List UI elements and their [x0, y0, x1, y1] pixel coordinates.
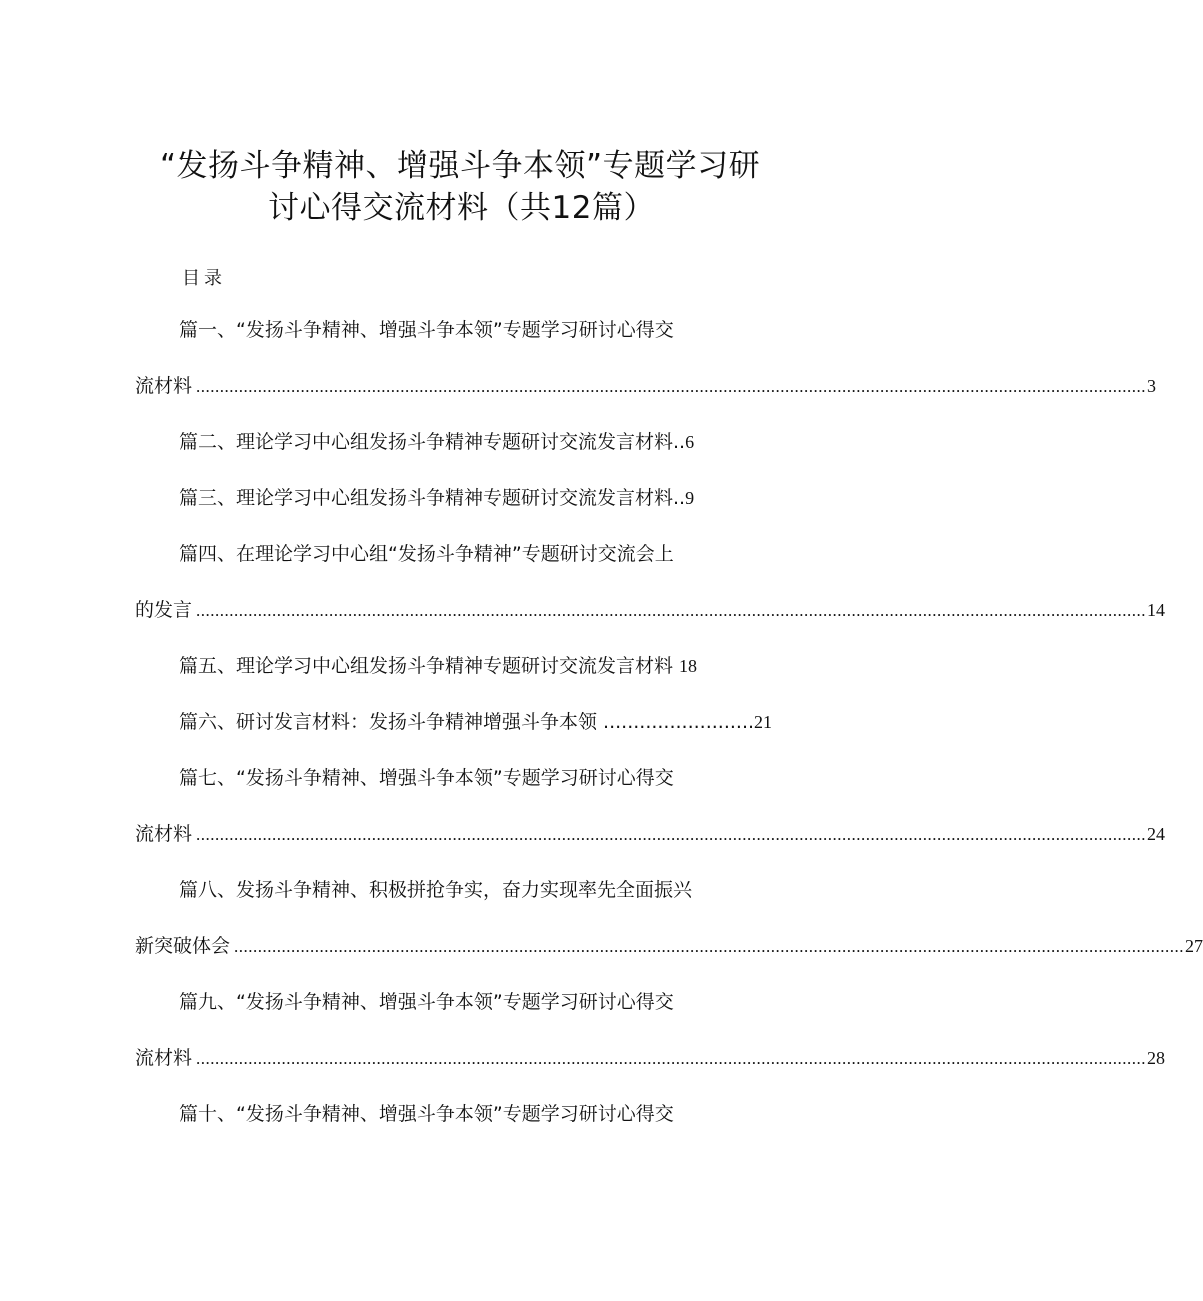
- toc-entry-7-text: 流材料: [135, 823, 193, 845]
- toc-entry-8-title[interactable]: 篇八、发扬斗争精神、积极拼抢争实，奋力实现率先全面振兴: [179, 879, 693, 901]
- toc-entry-5[interactable]: [179, 652, 697, 680]
- dot-leader: ........................................................................................................................................................................................................: [196, 377, 1147, 396]
- toc-entry-9-text: 流材料: [135, 1047, 193, 1069]
- toc-entry-9-continuation[interactable]: [135, 1044, 1166, 1072]
- toc-entry-5-title: 篇五、理论学习中心组发扬斗争精神专题研讨交流发言材料: [179, 655, 680, 677]
- toc-entry-7-title[interactable]: 篇七、“发扬斗争精神、增强斗争本领”专题学习研讨心得交: [179, 767, 674, 789]
- toc-entry-9-title[interactable]: 篇九、“发扬斗争精神、增强斗争本领”专题学习研讨心得交: [179, 991, 674, 1013]
- toc-entry-3-title: 篇三、理论学习中心组发扬斗争精神专题研讨交流发言材料..: [179, 487, 686, 509]
- toc-entry-2[interactable]: [179, 428, 694, 456]
- toc-entry-5-page: 18: [679, 656, 698, 676]
- toc-entry-4-text: 的发言: [135, 599, 193, 621]
- dot-leader: ........................................................................................................................................................................................................: [196, 601, 1147, 620]
- toc-entry-3[interactable]: [179, 484, 694, 512]
- toc-entry-6-page: 21: [754, 712, 773, 732]
- toc-entry-1-continuation[interactable]: [135, 372, 1157, 400]
- document-title-line-2: 讨心得交流材料（共12篇）: [268, 190, 655, 226]
- toc-entry-8-continuation[interactable]: [135, 932, 1203, 960]
- toc-entry-2-page: 6: [685, 432, 695, 452]
- toc-entry-1-page: 3: [1147, 376, 1157, 396]
- toc-entry-8-page: 27: [1185, 936, 1203, 956]
- toc-entry-9-page: 28: [1147, 1048, 1166, 1068]
- toc-entry-6-title: 篇六、研讨发言材料：发扬斗争精神增强斗争本领 .........................: [179, 711, 755, 733]
- dot-leader: ........................................................................................................................................................................................................: [234, 937, 1185, 956]
- document-title-line-1: “发扬斗争精神、增强斗争本领”专题学习研: [160, 148, 761, 184]
- toc-entry-1-text: 流材料: [135, 375, 193, 397]
- toc-heading: 目录: [182, 268, 226, 289]
- toc-entry-7-continuation[interactable]: [135, 820, 1166, 848]
- toc-entry-3-page: 9: [685, 488, 695, 508]
- toc-entry-10-title[interactable]: 篇十、“发扬斗争精神、增强斗争本领”专题学习研讨心得交: [179, 1103, 674, 1125]
- toc-entry-1-title[interactable]: 篇一、“发扬斗争精神、增强斗争本领”专题学习研讨心得交: [179, 319, 674, 341]
- toc-entry-4-title[interactable]: 篇四、在理论学习中心组“发扬斗争精神”专题研讨交流会上: [179, 543, 674, 565]
- toc-entry-7-page: 24: [1147, 824, 1166, 844]
- dot-leader: ........................................................................................................................................................................................................: [196, 1049, 1147, 1068]
- toc-entry-4-continuation[interactable]: [135, 596, 1166, 624]
- toc-entry-4-page: 14: [1147, 600, 1166, 620]
- dot-leader: ........................................................................................................................................................................................................: [196, 825, 1147, 844]
- toc-entry-6[interactable]: [179, 708, 772, 736]
- toc-entry-2-title: 篇二、理论学习中心组发扬斗争精神专题研讨交流发言材料..: [179, 431, 686, 453]
- toc-entry-8-text: 新突破体会: [135, 935, 231, 957]
